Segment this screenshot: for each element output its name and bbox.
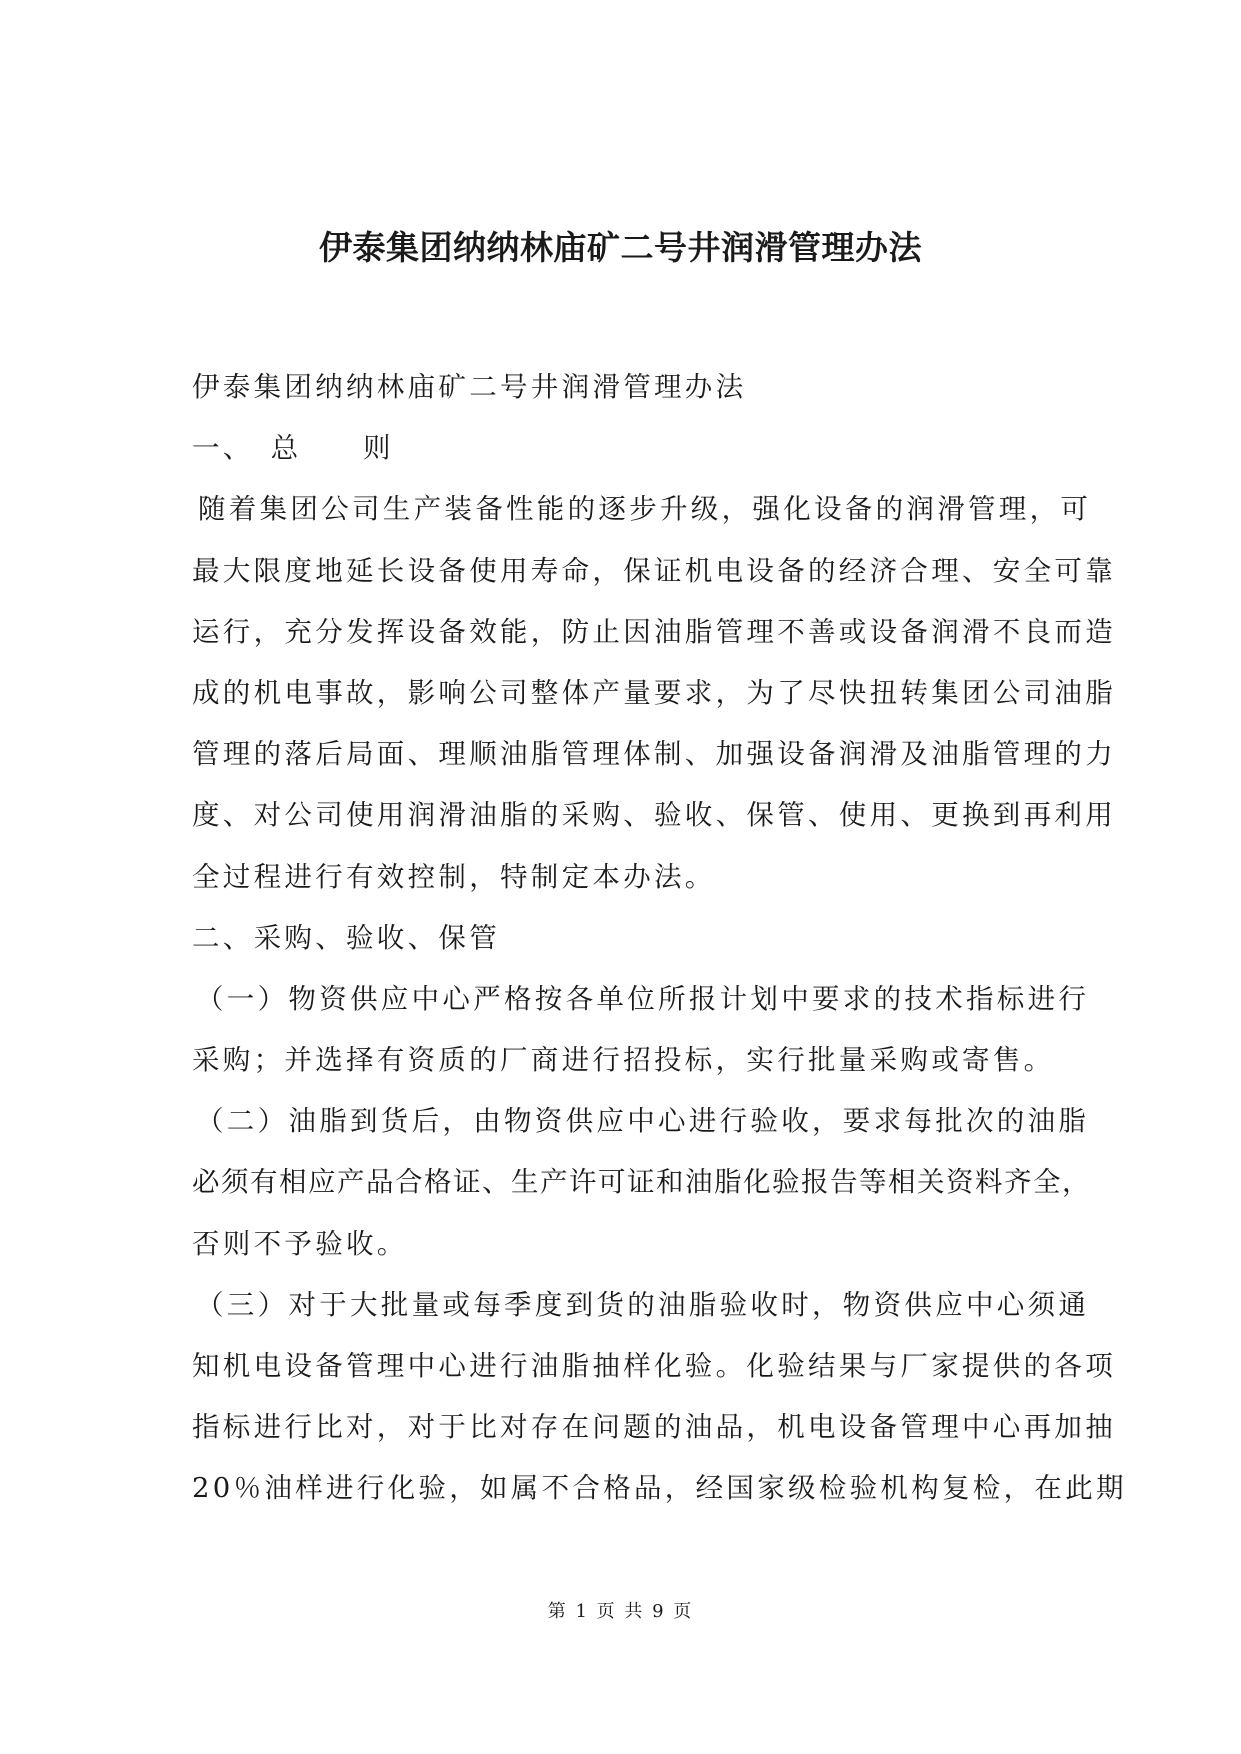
document-body bbox=[192, 357, 1127, 1520]
document-title: 伊泰集团纳纳林庙矿二号井润滑管理办法 bbox=[319, 228, 922, 267]
paragraph-line: （一）物资供应中心严格按各单位所报计划中要求的技术指标进行 bbox=[196, 982, 1090, 1015]
section-heading: 一、 总 则 bbox=[192, 432, 394, 465]
paragraph-line: 成的机电事故，影响公司整体产量要求，为了尽快扭转集团公司油脂 bbox=[192, 676, 1116, 709]
paragraph-line: 必须有相应产品合格证、生产许可证和油脂化验报告等相关资料齐全， bbox=[192, 1166, 1091, 1199]
paragraph-line: （三）对于大批量或每季度到货的油脂验收时，物资供应中心须通 bbox=[196, 1288, 1090, 1321]
paragraph-line: 伊泰集团纳纳林庙矿二号井润滑管理办法 bbox=[192, 371, 747, 403]
paragraph-line: 度、对公司使用润滑油脂的采购、验收、保管、使用、更换到再利用 bbox=[192, 799, 1116, 832]
page-number: 第 1 页 共 9 页 bbox=[547, 1601, 694, 1622]
paragraph-line: （二）油脂到货后，由物资供应中心进行验收，要求每批次的油脂 bbox=[196, 1105, 1090, 1138]
paragraph-line: 知机电设备管理中心进行油脂抽样化验。化验结果与厂家提供的各项 bbox=[192, 1350, 1116, 1382]
paragraph-line: 全过程进行有效控制，特制定本办法。 bbox=[192, 860, 716, 893]
paragraph-line: 20％油样进行化验，如属不合格品，经国家级检验机构复检，在此期 bbox=[192, 1472, 1127, 1505]
paragraph-line: 最大限度地延长设备使用寿命，保证机电设备的经济合理、安全可靠 bbox=[192, 554, 1116, 587]
paragraph-line: 指标进行比对，对于比对存在问题的油品，机电设备管理中心再加抽 bbox=[192, 1411, 1116, 1444]
paragraph-line: 否则不予验收。 bbox=[192, 1227, 408, 1260]
paragraph-line: 运行，充分发挥设备效能，防止因油脂管理不善或设备润滑不良而造 bbox=[192, 615, 1116, 648]
paragraph-line: 采购；并选择有资质的厂商进行招投标，实行批量采购或寄售。 bbox=[192, 1044, 1055, 1077]
section-heading: 二、采购、验收、保管 bbox=[192, 921, 500, 954]
paragraph-line: 随着集团公司生产装备性能的逐步升级，强化设备的润滑管理，可 bbox=[198, 493, 1092, 526]
paragraph-line: 管理的落后局面、理顺油脂管理体制、加强设备润滑及油脂管理的力 bbox=[192, 738, 1116, 771]
